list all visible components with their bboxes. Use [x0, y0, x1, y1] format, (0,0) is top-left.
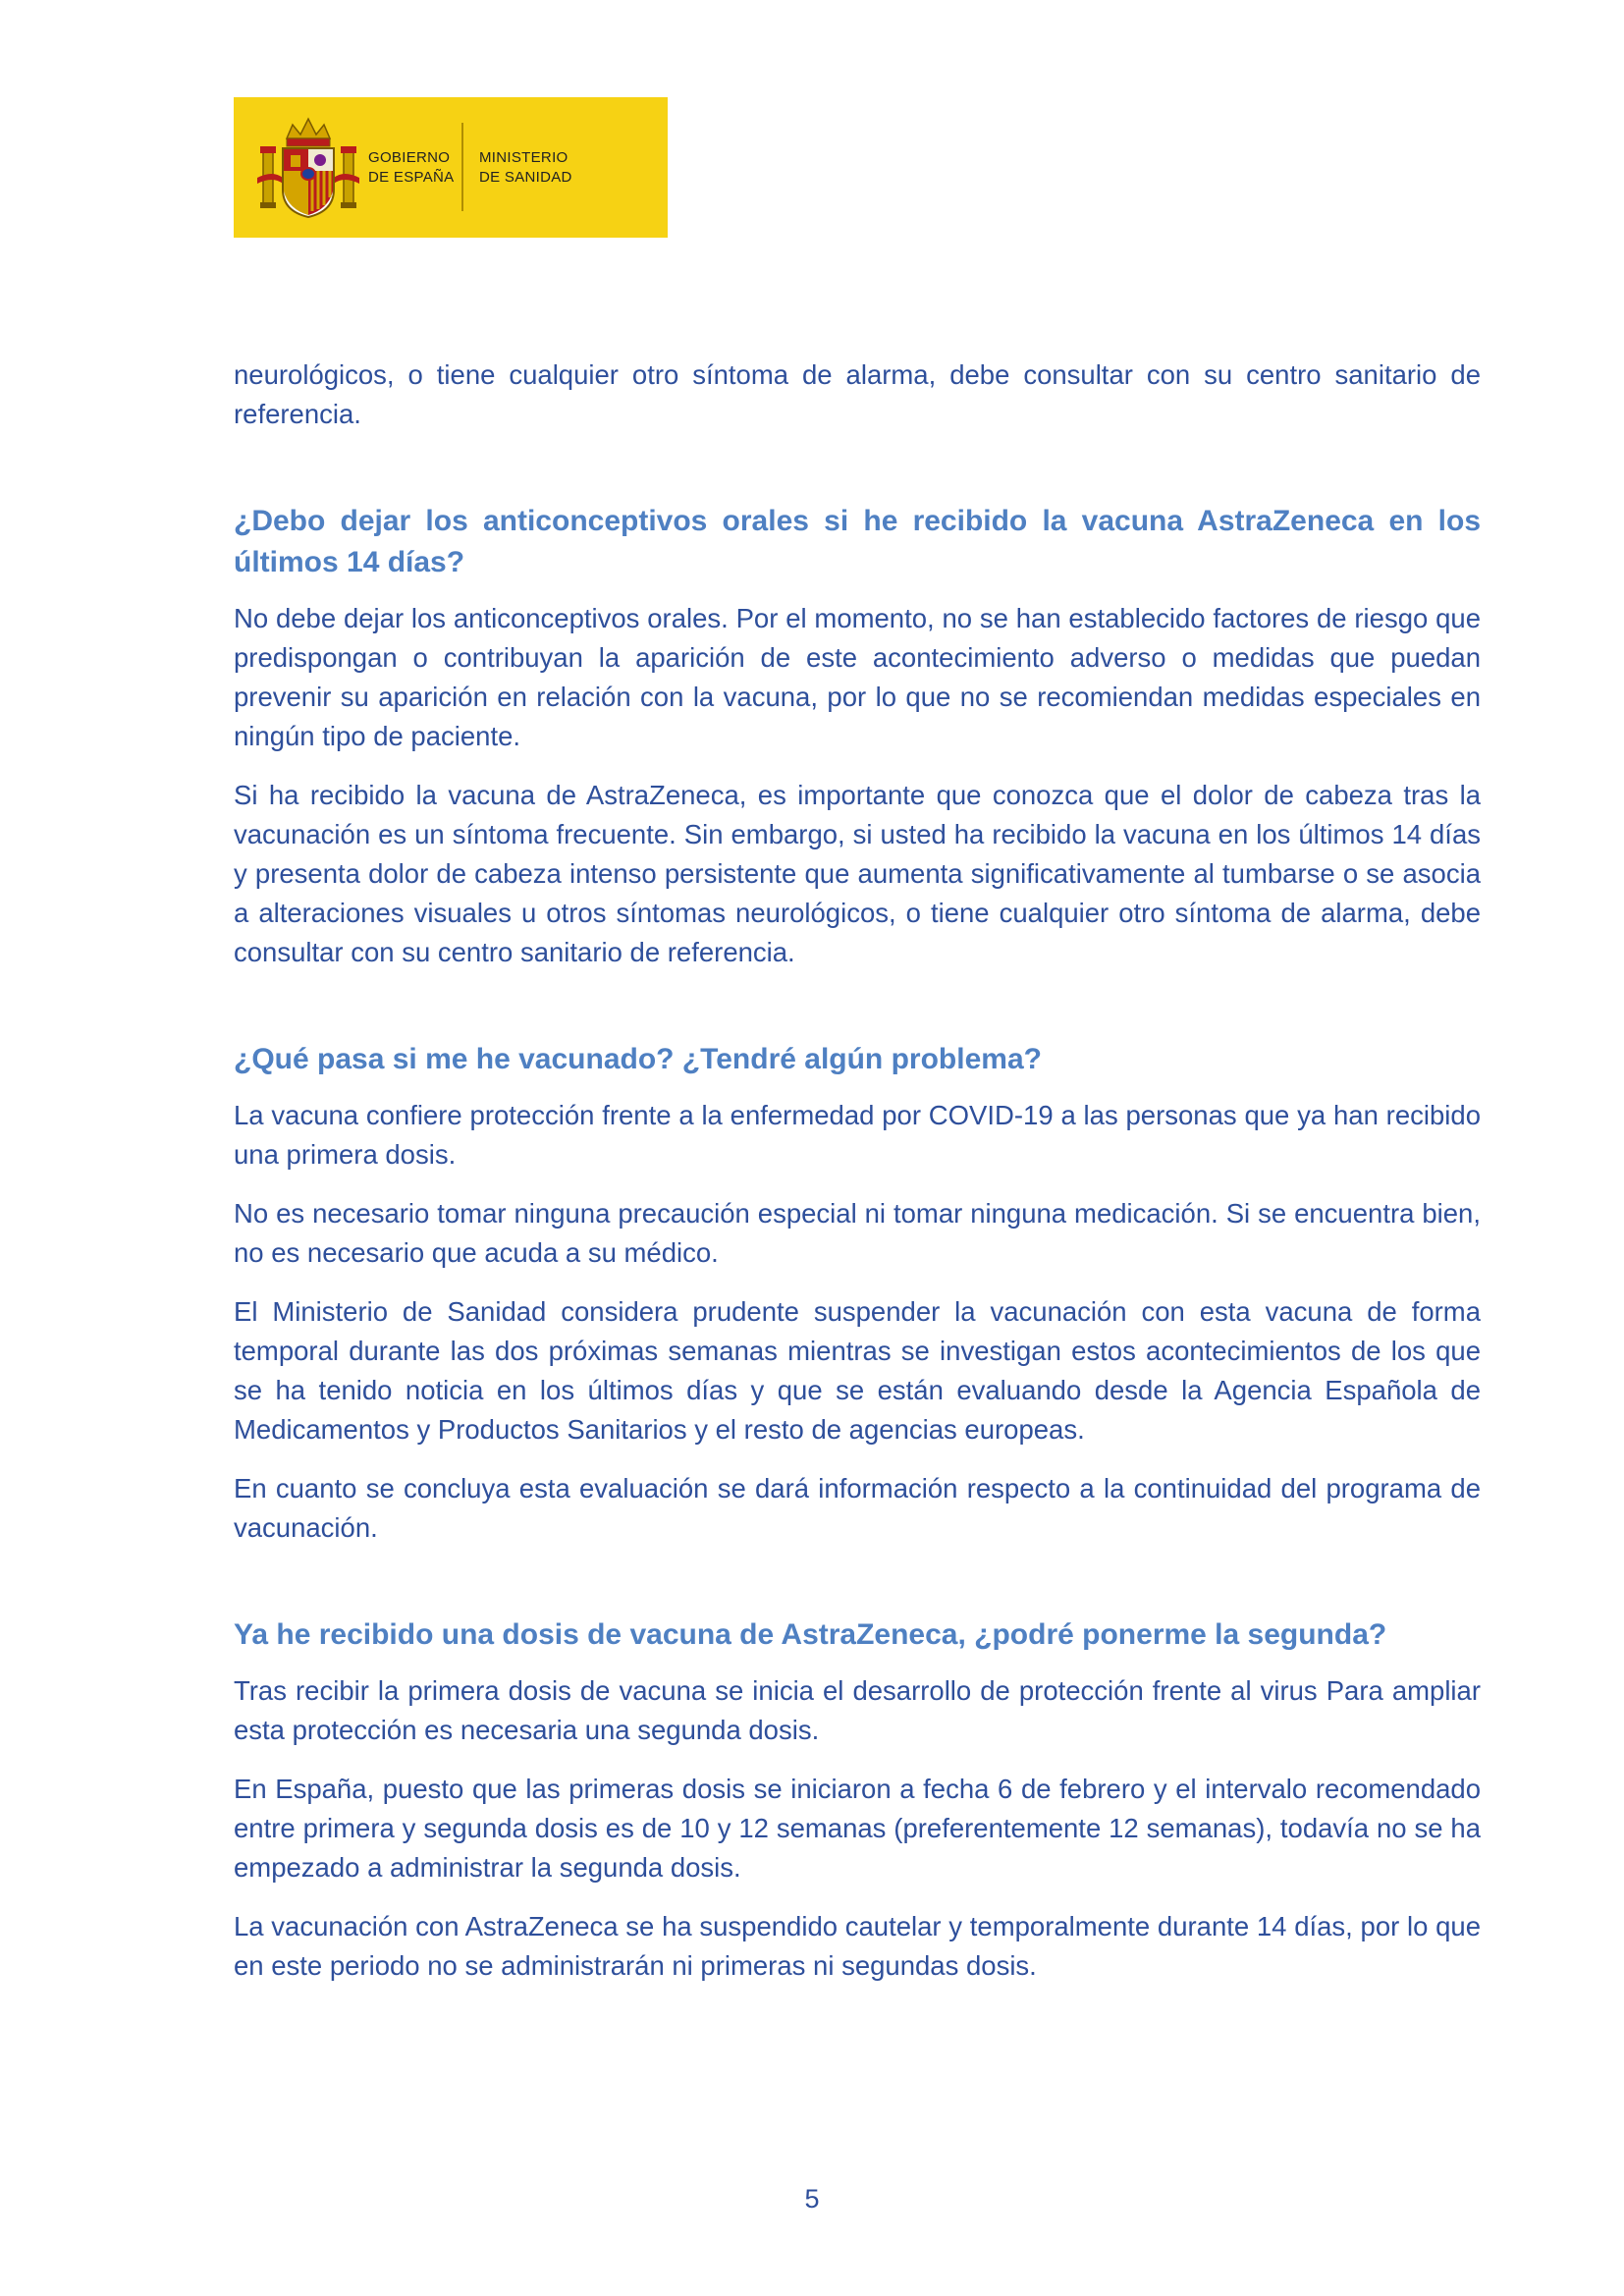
- section-heading: ¿Qué pasa si me he vacunado? ¿Tendré algún problema?: [234, 1043, 1042, 1075]
- section-anticonceptivos: [234, 501, 1481, 972]
- paragraph: En cuanto se concluya esta evaluación se dará información respecto a la continuidad del programa de vacunación.: [234, 1473, 1481, 1543]
- document-body: [234, 355, 1481, 2005]
- section-gap: [234, 454, 1481, 501]
- paragraph: La vacunación con AstraZeneca se ha suspendido cautelar y temporalmente durante 14 días, por lo que en este periodo no se administrarán ni primeras ni segundas dosis.: [234, 1911, 1481, 1981]
- min-line-1: MINISTERIO: [479, 149, 568, 166]
- coat-of-arms-icon: [253, 113, 363, 223]
- section-segunda-dosis: [234, 1614, 1481, 1986]
- paragraph: El Ministerio de Sanidad considera prudente suspender la vacunación con esta vacuna de forma temporal durante las dos próximas semanas mientras se investigan estos acontecimientos de los que se ha tenido noticia en los últimos días y que se están evaluando desde la Agencia Española de Medicamentos y Productos Sanitarios y el resto de agencias europeas.: [234, 1296, 1481, 1445]
- gov-line-1: GOBIERNO: [368, 149, 451, 166]
- intro-paragraph: neurológicos, o tiene cualquier otro síntoma de alarma, debe consultar con su centro sanitario de referencia.: [234, 359, 1481, 429]
- section-vacunado: [234, 1039, 1481, 1548]
- section-heading: Ya he recibido una dosis de vacuna de AstraZeneca, ¿podré ponerme la segunda?: [234, 1618, 1387, 1651]
- section-gap: [234, 1567, 1481, 1614]
- paragraph: Si ha recibido la vacuna de AstraZeneca, es importante que conozca que el dolor de cabeza tras la vacunación es un síntoma frecuente. Sin embargo, si usted ha recibido la vacuna en los últimos 14 días y presenta dolor de cabeza intenso persistente que aumenta significativamente al tumbarse o se asocia a alteraciones visuales u otros síntomas neurológicos, o tiene cualquier otro síntoma de alarma, debe consultar con su centro sanitario de referencia.: [234, 780, 1481, 967]
- paragraph: No es necesario tomar ninguna precaución especial ni tomar ninguna medicación. Si se encuentra bien, no es necesario que acuda a su médico.: [234, 1198, 1481, 1268]
- paragraph: En España, puesto que las primeras dosis se iniciaron a fecha 6 de febrero y el intervalo recomendado entre primera y segunda dosis es de 10 y 12 semanas (preferentemente 12 semanas), todavía no se ha empezado a administrar la segunda dosis.: [234, 1774, 1481, 1883]
- logo-divider: [461, 123, 463, 211]
- section-gap: [234, 992, 1481, 1039]
- section-heading: ¿Debo dejar los anticonceptivos orales si he recibido la vacuna AstraZeneca en los últimos 14 días?: [234, 505, 1481, 578]
- paragraph: No debe dejar los anticonceptivos orales. Por el momento, no se han establecido factores de riesgo que predispongan o contribuyan la aparición de este acontecimiento adverso o medidas que puedan prevenir su aparición en relación con la vacuna, por lo que no se recomiendan medidas especiales en ningún tipo de paciente.: [234, 603, 1481, 751]
- gobierno-text: [368, 148, 454, 188]
- min-line-2: DE SANIDAD: [479, 169, 572, 186]
- paragraph: La vacuna confiere protección frente a la enfermedad por COVID-19 a las personas que ya han recibido una primera dosis.: [234, 1100, 1481, 1170]
- page-number: 5: [804, 2184, 820, 2214]
- gobierno-logo: [234, 97, 668, 238]
- paragraph: Tras recibir la primera dosis de vacuna se inicia el desarrollo de protección frente al virus Para ampliar esta protección es necesaria una segunda dosis.: [234, 1675, 1481, 1745]
- ministerio-text: [479, 148, 572, 188]
- gov-line-2: DE ESPAÑA: [368, 169, 455, 186]
